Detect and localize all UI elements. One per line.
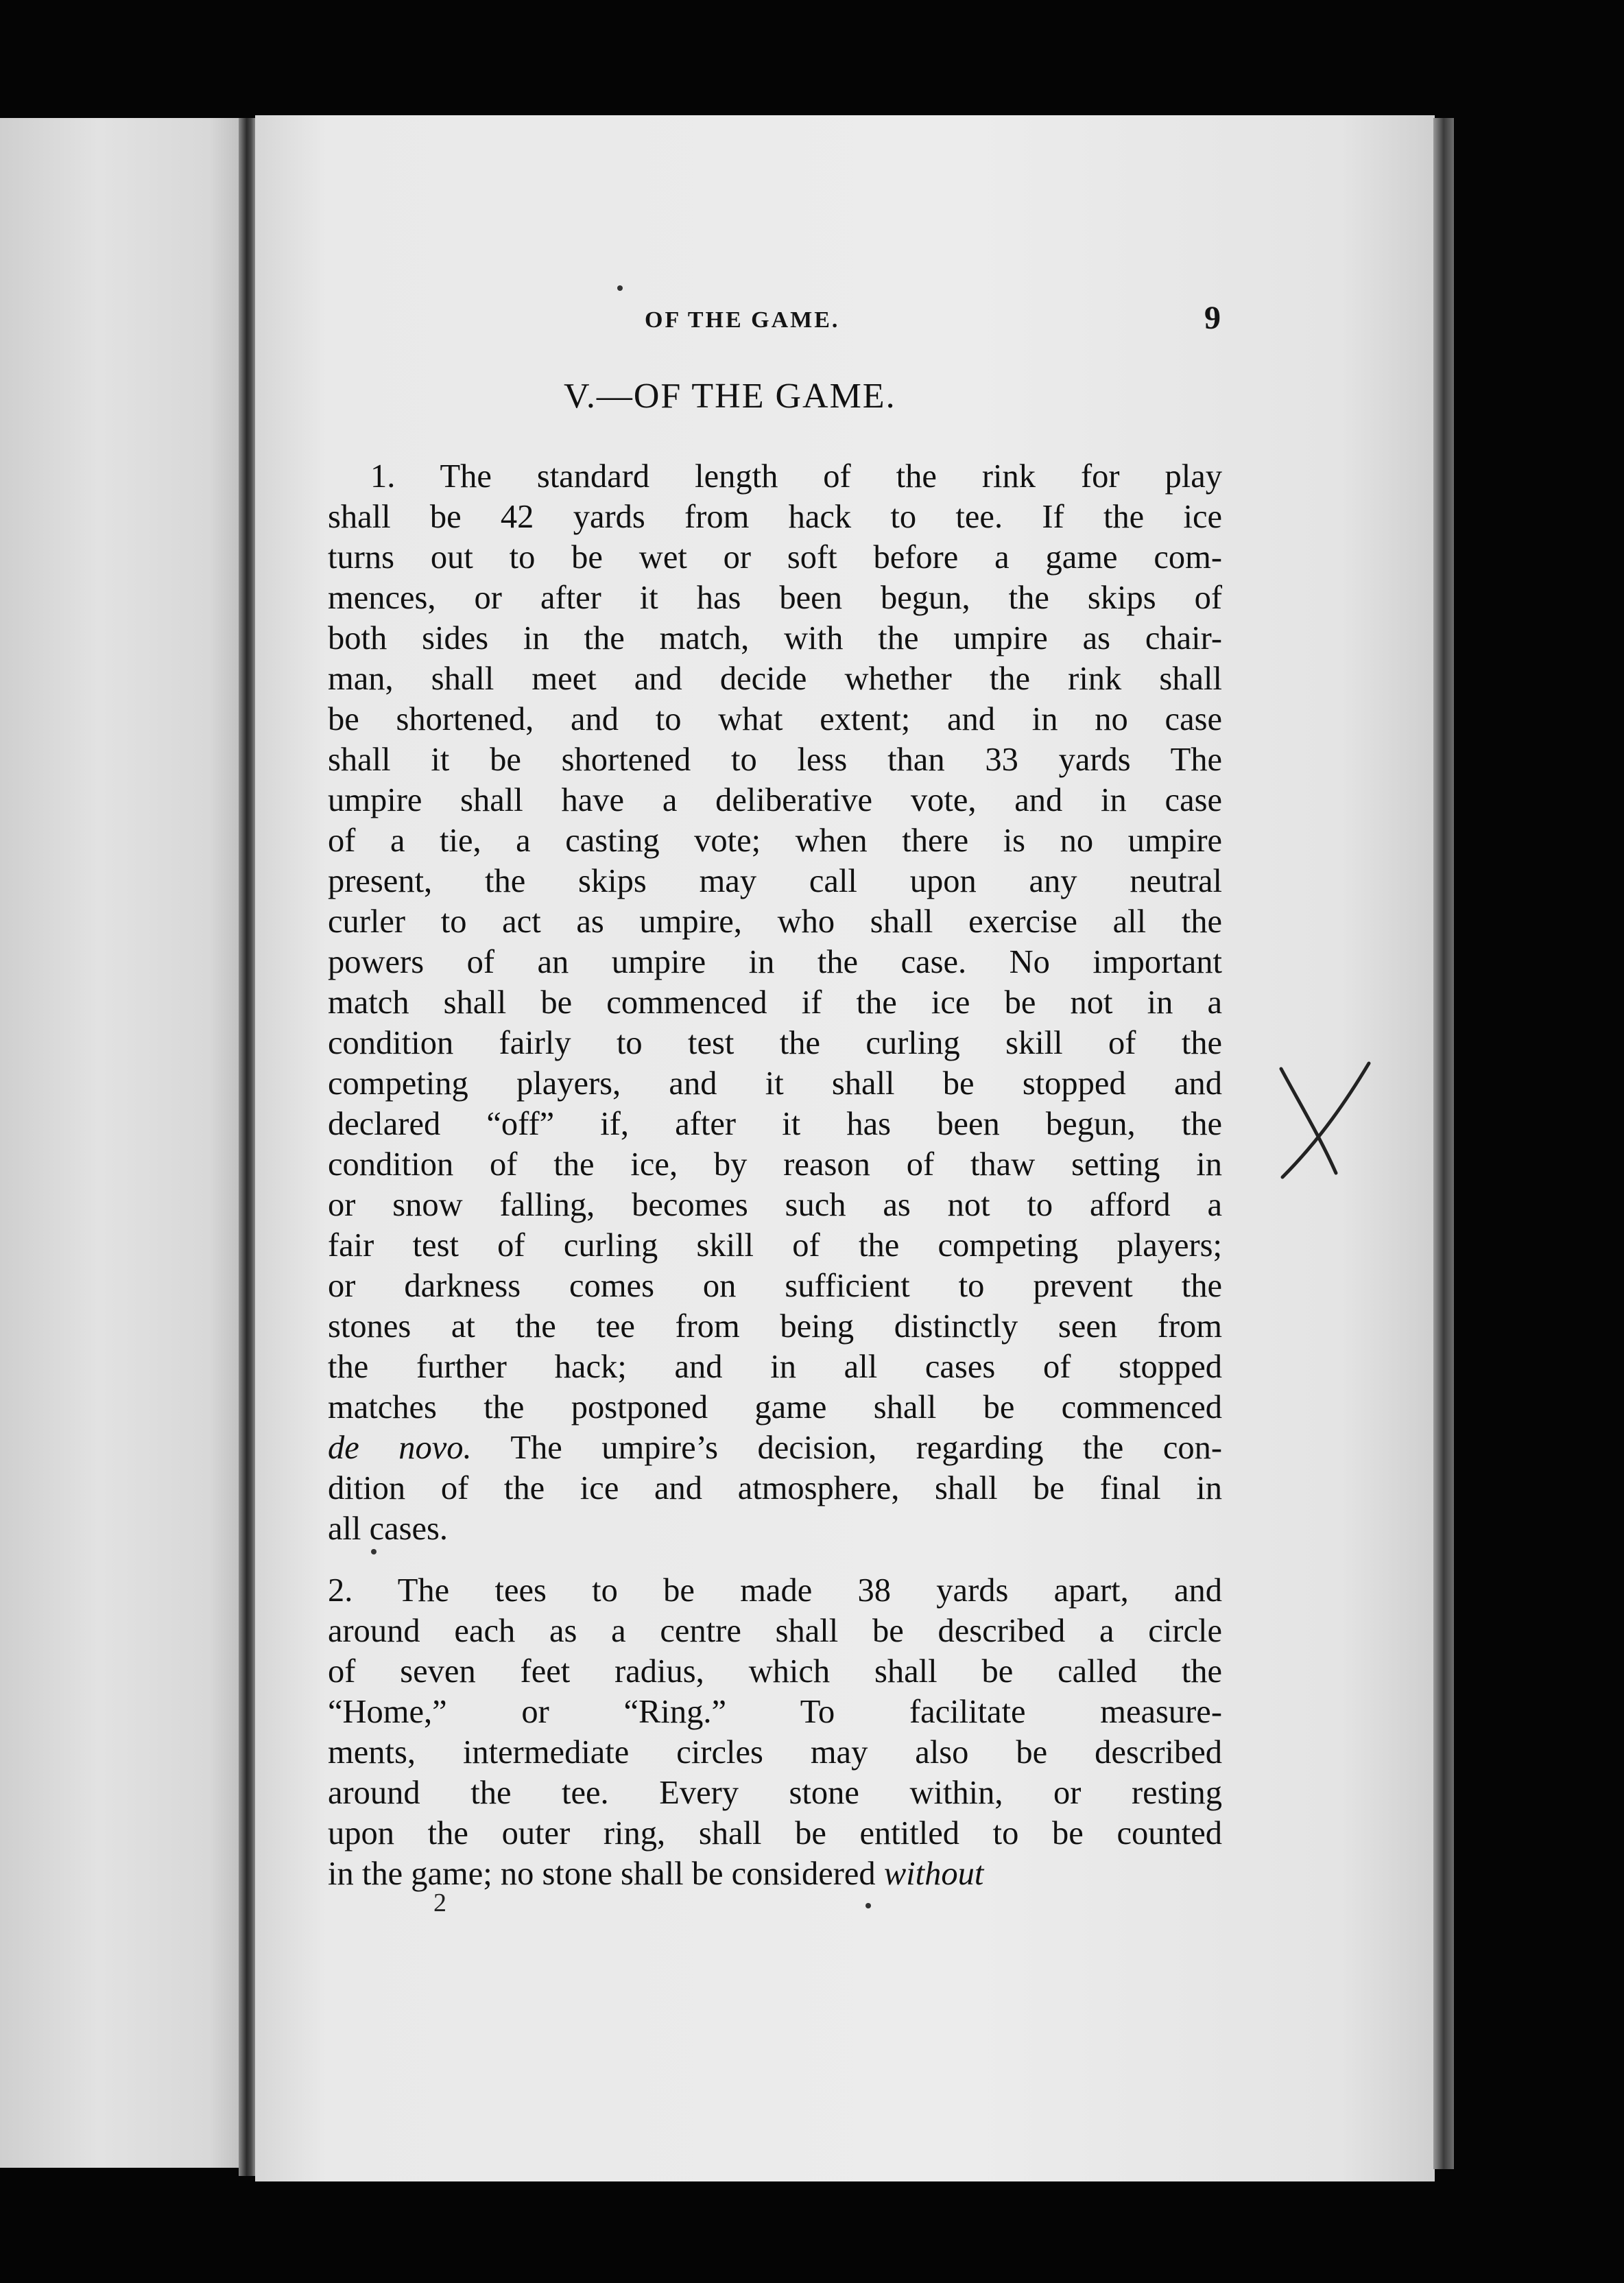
text-line: turns out to be wet or soft before a game com- [328, 539, 1222, 576]
text-line: fair test of curling skill of the competing players; [328, 1227, 1222, 1264]
text-line: competing players, and it shall be stopped and [328, 1065, 1222, 1102]
text-line: be shortened, and to what extent; and in no case [328, 701, 1222, 737]
text-line: dition of the ice and atmosphere, shall be final in [328, 1470, 1222, 1506]
ink-speck [865, 1903, 871, 1908]
running-head-title: OF THE GAME. [645, 307, 840, 333]
text-line: “Home,” or “Ring.” To facilitate measure- [328, 1694, 1222, 1730]
text-line: powers of an umpire in the case. No important [328, 944, 1222, 980]
text-line: man, shall meet and decide whether the rink shall [328, 661, 1222, 697]
signature-mark: 2 [433, 1889, 446, 1917]
text-line: matches the postponed game shall be commenced [328, 1389, 1222, 1426]
book-gutter [239, 118, 256, 2176]
text-line: umpire shall have a deliberative vote, and in case [328, 782, 1222, 818]
left-page-edge [0, 118, 246, 2168]
text-line: all cases. [328, 1511, 449, 1547]
section-heading: V.—OF THE GAME. [564, 377, 896, 416]
paragraph-2 [328, 1570, 1222, 1894]
page-fore-edge [1433, 118, 1454, 2169]
text-line: curler to act as umpire, who shall exercise all the [328, 903, 1222, 940]
page-number: 9 [1204, 300, 1221, 336]
text-line: or snow falling, becomes such as not to afford a [328, 1187, 1222, 1223]
handwritten-x-mark [1273, 1056, 1383, 1187]
text-line: the further hack; and in all cases of stopped [328, 1349, 1222, 1385]
text-line: both sides in the match, with the umpire as chair- [328, 620, 1222, 656]
text-line: 2. The tees to be made 38 yards apart, and [328, 1572, 1222, 1609]
text-line: in the game; no stone shall be considered without [328, 1856, 984, 1892]
ink-speck [371, 1549, 377, 1554]
text-line: present, the skips may call upon any neutral [328, 863, 1222, 899]
text-line: condition of the ice, by reason of thaw setting in [328, 1146, 1222, 1183]
text-line: shall it be shortened to less than 33 yards The [328, 742, 1222, 778]
text-line: of seven feet radius, which shall be called the [328, 1653, 1222, 1690]
text-line: or darkness comes on sufficient to prevent the [328, 1268, 1222, 1304]
text-line: stones at the tee from being distinctly seen from [328, 1308, 1222, 1345]
paragraph-1 [328, 456, 1222, 1549]
text-line: mences, or after it has been begun, the skips of [328, 580, 1222, 616]
ink-speck [617, 285, 623, 291]
text-line: de novo. The umpire’s decision, regarding the con- [328, 1430, 1222, 1466]
text-line: condition fairly to test the curling skill of the [328, 1025, 1222, 1061]
text-line: around the tee. Every stone within, or resting [328, 1775, 1222, 1811]
text-line: ments, intermediate circles may also be described [328, 1734, 1222, 1771]
text-line: match shall be commenced if the ice be not in a [328, 984, 1222, 1021]
text-line: around each as a centre shall be described a circle [328, 1613, 1222, 1649]
text-line: of a tie, a casting vote; when there is no umpire [328, 823, 1222, 859]
text-line: shall be 42 yards from hack to tee. If the ice [328, 499, 1222, 535]
text-line: upon the outer ring, shall be entitled to be counted [328, 1815, 1222, 1852]
text-line: 1. The standard length of the rink for play [370, 458, 1222, 495]
text-line: declared “off” if, after it has been begun, the [328, 1106, 1222, 1142]
